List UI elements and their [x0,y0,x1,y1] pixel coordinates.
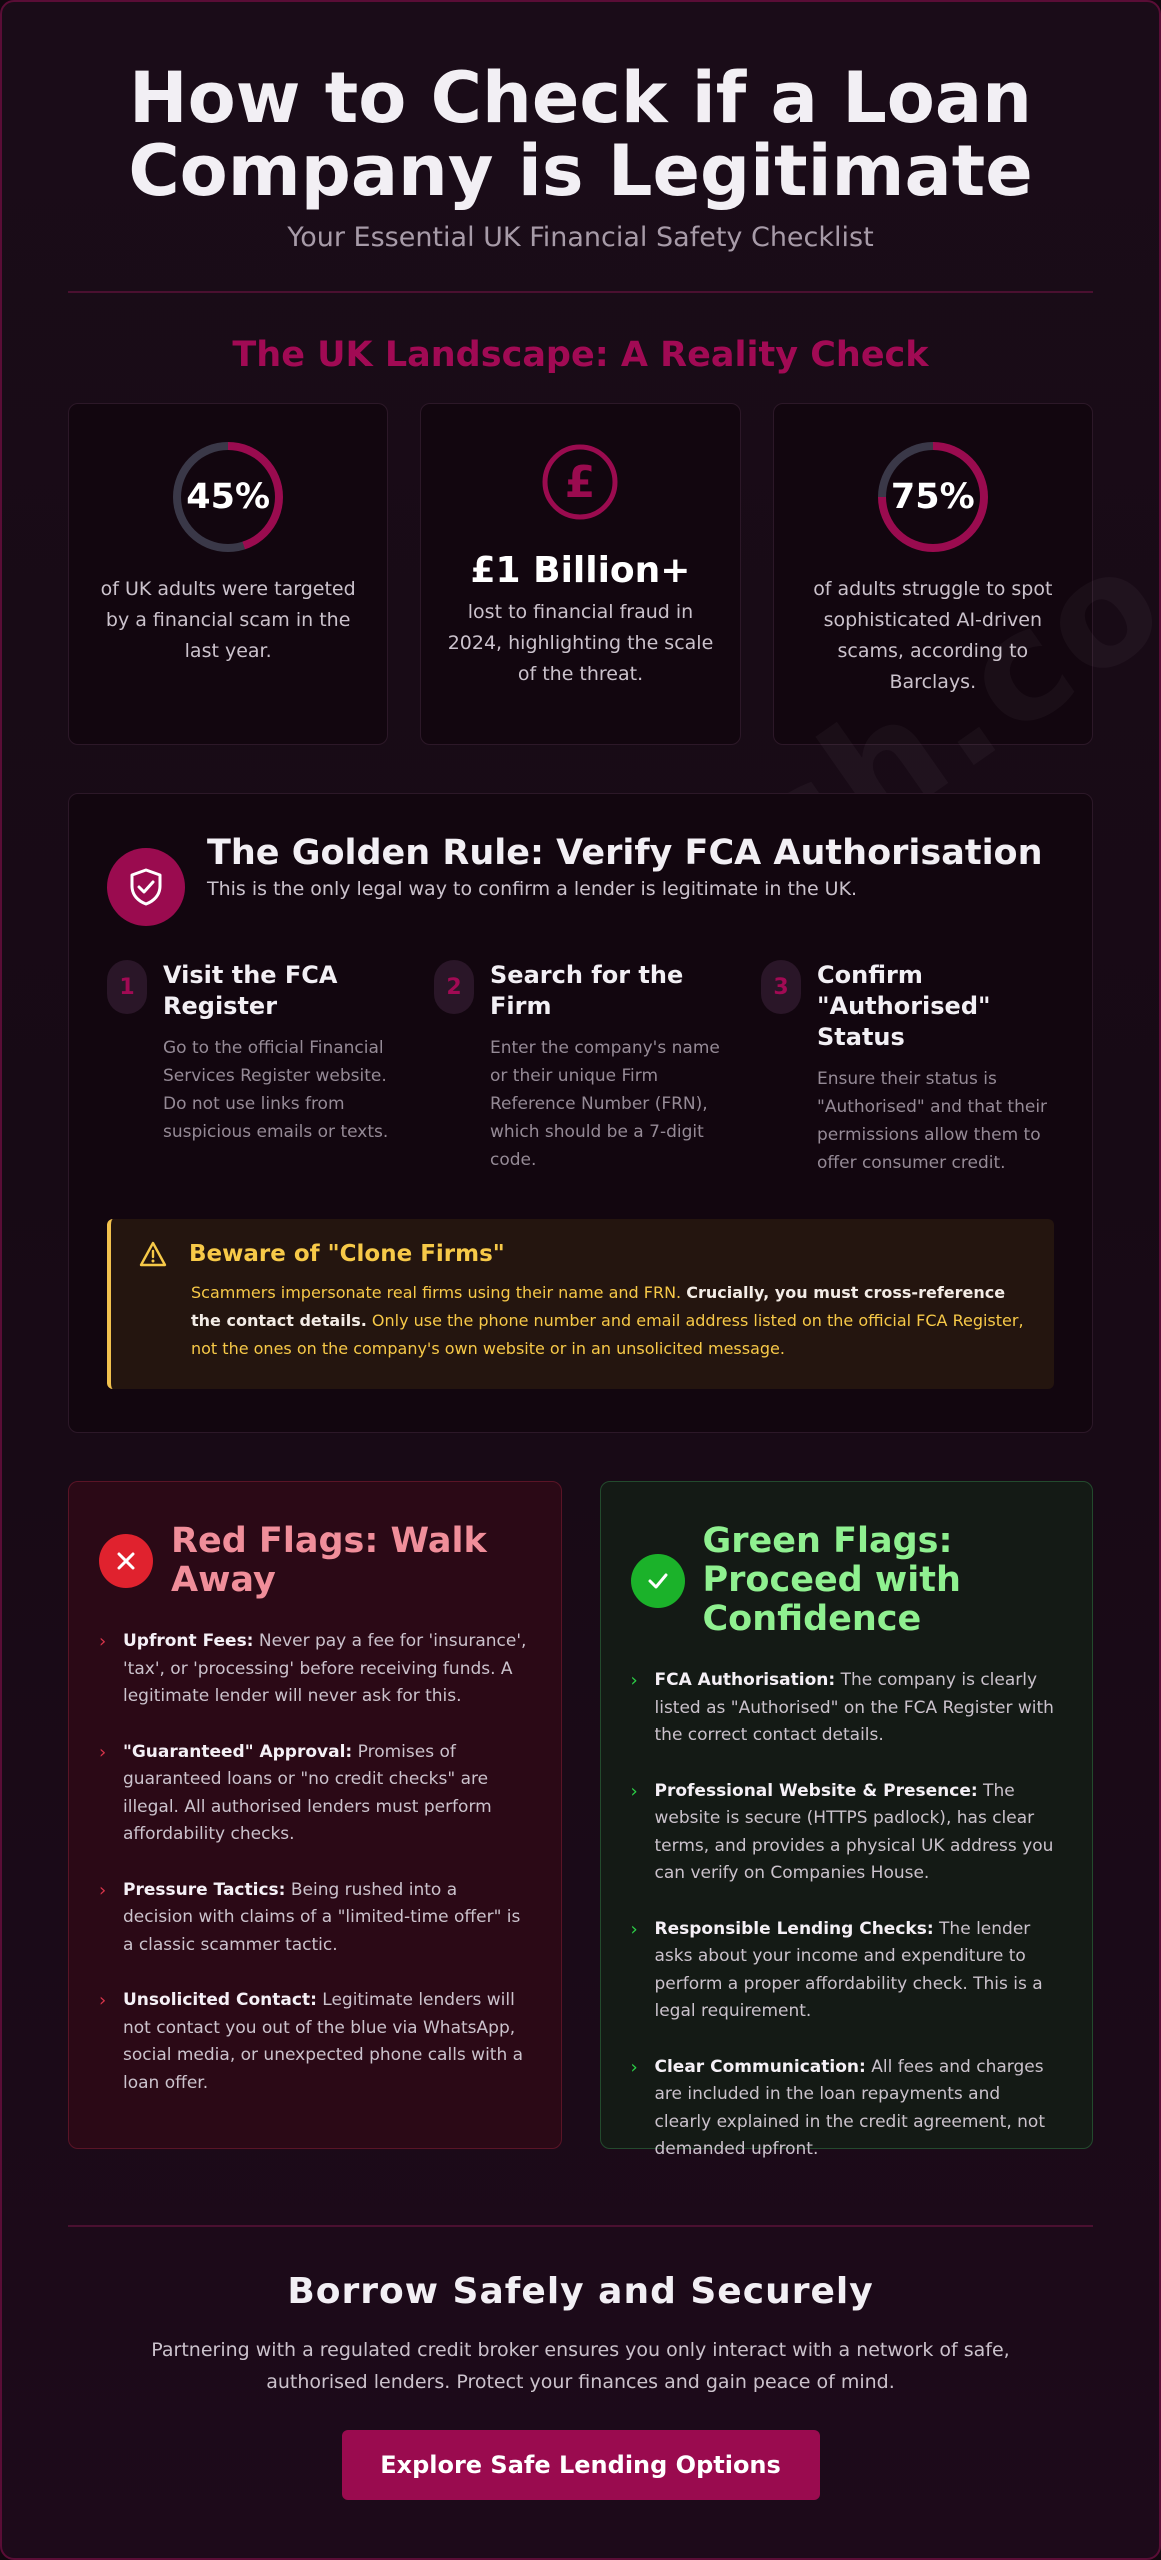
list-item [99,1628,531,1711]
step-text: Go to the official Financial Services Register website. Do not use links from suspicious emails or texts. [163,1038,389,1142]
warning-title: Beware of "Clone Firms" [189,1241,505,1267]
step-text: Ensure their status is "Authorised" and that their permissions allow them to offer consumer credit. [817,1069,1048,1173]
check-icon [631,1554,685,1608]
shield-check-icon [107,848,185,926]
list-item [631,1916,1063,2026]
warning-text-part2: Only use the phone number and email address listed on the official FCA Register, not the ones on the company's own website or in an unsolicited message. [191,1311,1024,1358]
explore-lending-button[interactable]: Explore Safe Lending Options [342,2430,820,2500]
stat-description: lost to financial fraud in 2024, highlighting the scale of the threat. [447,601,714,685]
warning-header [133,1241,1028,1267]
title-line-1: How to Check if a Loan [129,57,1032,139]
page-title [2,57,1159,212]
step-3 [761,960,1054,1177]
flag-text: All fees and charges are included in the loan repayments and clearly explained in the credit agreement, not demanded upfront. [654,2056,1045,2159]
flag-text: The lender asks about your income and expenditure to perform a proper affordability check. This is a legal requirement. [654,1918,1043,2021]
list-item [631,1667,1063,1750]
pound-icon [540,442,620,522]
flag-label: Upfront Fees: [123,1631,254,1651]
red-flags-card [68,1481,562,2149]
warning-triangle-icon [133,1241,173,1267]
flag-text: Legitimate lenders will not contact you out of the blue via WhatsApp, social media, or unexpected phone calls with a loan offer. [123,1990,524,2093]
step-text: Enter the company's name or their unique Firm Reference Number (FRN), which should be a 7-digit code. [490,1038,720,1170]
stat-value: 45% [181,450,275,544]
footer [2,2271,1159,2500]
chevron-right-icon: › [99,1741,107,1763]
step-title: Search for the Firm [490,961,684,1020]
green-flags-list [631,1667,1063,2164]
list-item [631,1778,1063,1888]
divider [68,2225,1093,2227]
step-number: 1 [107,960,147,1014]
cross-icon [99,1534,153,1588]
steps-row [107,960,1054,1177]
red-flags-title: Red Flags: Walk Away [171,1521,487,1600]
flag-label: Professional Website & Presence: [654,1780,978,1801]
warning-text-bold: Crucially, you must cross-reference the contact details. [191,1283,1006,1330]
stat-card-scam-targets [68,403,388,745]
progress-ring [878,442,988,552]
list-item [99,1739,531,1849]
flag-label: Responsible Lending Checks: [654,1918,934,1939]
flag-label: Clear Communication: [654,2056,866,2077]
flag-label: Unsolicited Contact: [123,1990,317,2010]
warning-text-part1: Scammers impersonate real firms using their name and FRN. [191,1283,687,1302]
flag-text: Promises of guaranteed loans or "no credit checks" are illegal. All authorised lenders must perform affordability checks. [123,1741,492,1844]
chevron-right-icon: › [99,1879,107,1901]
flag-text: Being rushed into a decision with claims of a "limited-time offer" is a classic scammer tactic. [123,1879,521,1955]
flag-text: Never pay a fee for 'insurance', 'tax', or 'processing' before receiving funds. A legitimate lender will never ask for this. [123,1631,527,1706]
green-flags-header [631,1522,1063,1639]
step-title: Confirm "Authorised" Status [817,961,991,1051]
stat-value: 75% [886,450,980,544]
stat-description: of adults struggle to spot sophisticated AI-driven scams, according to Barclays. [813,578,1053,693]
step-1 [107,960,400,1177]
stat-description: of UK adults were targeted by a financial scam in the last year. [100,578,356,662]
chevron-right-icon: › [630,1918,638,1940]
list-item [631,2054,1063,2164]
stat-value: £1 Billion+ [470,550,691,591]
flag-text: The website is secure (HTTPS padlock), has clear terms, and provides a physical UK address you can verify on Companies House. [654,1780,1054,1883]
title-line-2: Company is Legitimate [128,130,1033,212]
list-item [99,1987,531,2097]
progress-ring [173,442,283,552]
step-2 [434,960,727,1177]
divider [68,291,1093,293]
chevron-right-icon: › [99,1631,107,1652]
green-flags-card [600,1481,1094,2159]
step-number: 3 [761,960,801,1014]
step-number: 2 [434,960,474,1014]
stat-card-fraud-losses [420,403,740,745]
chevron-right-icon: › [630,2056,638,2078]
chevron-right-icon: › [630,1780,638,1802]
flag-label: FCA Authorisation: [654,1670,836,1690]
landscape-title: The UK Landscape: A Reality Check [232,335,929,375]
flags-row [68,1481,1093,2159]
red-flags-header [99,1522,531,1600]
chevron-right-icon: › [630,1670,638,1691]
flag-label: "Guaranteed" Approval: [123,1741,353,1762]
warning-text [191,1279,1028,1363]
chevron-right-icon: › [99,1990,107,2011]
flag-label: Pressure Tactics: [123,1879,286,1900]
golden-rule-card [68,793,1093,1433]
golden-rule-title: The Golden Rule: Verify FCA Authorisation [207,833,1043,873]
page-subtitle: Your Essential UK Financial Safety Checklist [287,222,874,253]
flag-text: The company is clearly listed as "Authorised" on the FCA Register with the correct contact details. [654,1670,1054,1745]
step-title: Visit the FCA Register [163,961,338,1020]
green-flags-title: Green Flags: Proceed with Confidence [702,1521,961,1639]
list-item [99,1877,531,1960]
footer-title: Borrow Safely and Securely [287,2271,874,2312]
golden-rule-header [107,834,1054,926]
svg-text:£: £ [565,457,596,508]
hero [2,2,1159,253]
stats-row [68,403,1093,745]
red-flags-list [99,1628,531,2097]
clone-firms-warning [107,1219,1054,1389]
golden-rule-subtitle: This is the only legal way to confirm a lender is legitimate in the UK. [207,878,858,900]
stat-card-ai-scams [773,403,1093,745]
footer-text: Partnering with a regulated credit broker ensures you only interact with a network of safe, authorised lenders. Protect your finances and gain peace of mind. [151,2339,1010,2393]
